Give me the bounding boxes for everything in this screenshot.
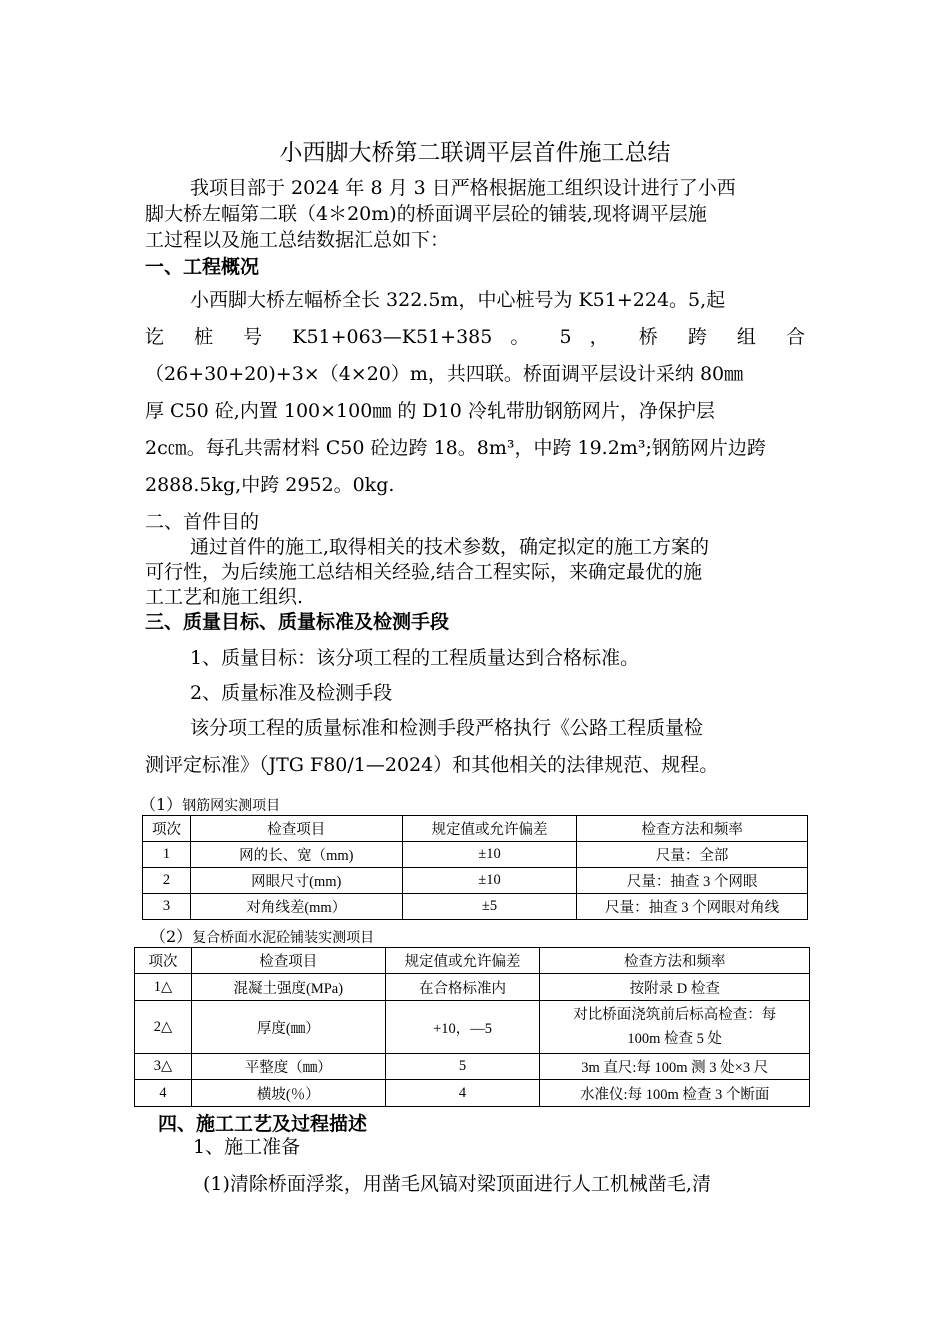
section-4-item-1: 1、施工准备: [193, 1136, 301, 1158]
table-2-header-cell: 检查项目: [191, 948, 385, 974]
section-4-line-1: (1)清除桥面浮浆，用凿毛风镐对梁顶面进行人工机械凿毛,清: [203, 1173, 711, 1195]
table-cell: 3△: [135, 1054, 192, 1080]
table-cell: 尺量：全部: [577, 842, 808, 868]
table-cell: 4: [385, 1080, 540, 1107]
table-2-header-row: [135, 948, 810, 974]
table-cell: [540, 1001, 810, 1054]
table-cell: 网的长、宽（mm): [190, 842, 402, 868]
table-row: [143, 894, 808, 920]
section-1-line-5: 2c㎝。每孔共需材料 C50 砼边跨 18。8m³，中跨 19.2m³;钢筋网片边跨: [145, 437, 766, 459]
section-1-line-2: 讫 桩 号 K51+063—K51+385 。 5 ， 桥 跨 组 合: [145, 326, 805, 348]
section-4-heading: 四、施工工艺及过程描述: [158, 1113, 368, 1135]
table-cell: 1△: [135, 974, 192, 1001]
table-row: [135, 1001, 810, 1054]
table-2: [134, 947, 810, 1107]
table-2-header-cell: 项次: [135, 948, 192, 974]
table-1-header-cell: 检查方法和频率: [577, 816, 808, 842]
section-3-heading: 三、质量目标、质量标准及检测手段: [145, 611, 450, 633]
table-cell: 3m 直尺:每 100m 测 3 处×3 尺: [540, 1054, 810, 1080]
table-cell: ±10: [402, 868, 577, 894]
section-1-heading: 一、工程概况: [145, 256, 260, 278]
table-cell: 平整度（㎜）: [191, 1054, 385, 1080]
table-cell: 混凝土强度(MPa): [191, 974, 385, 1001]
section-1-line-6: 2888.5kg,中跨 2952。0kg.: [145, 474, 395, 496]
table-2-caption-text: 复合桥面水泥砼铺装实测项目: [192, 930, 375, 946]
table-cell: 4: [135, 1080, 192, 1107]
table-1-header-cell: 检查项目: [190, 816, 402, 842]
section-2-line-1: 通过首件的施工,取得相关的技术参数，确定拟定的施工方案的: [190, 536, 710, 558]
table-1: [142, 815, 808, 920]
section-2-line-2: 可行性，为后续施工总结相关经验,结合工程实际，来确定最优的施: [145, 561, 703, 583]
document-title: 小西脚大桥第二联调平层首件施工总结: [279, 140, 671, 166]
section-1-line-1: 小西脚大桥左幅桥全长 322.5m，中心桩号为 K51+224。5,起: [190, 289, 726, 311]
table-2-caption: [150, 924, 374, 947]
table-2-header-cell: 检查方法和频率: [540, 948, 810, 974]
table-cell: 水准仪:每 100m 检查 3 个断面: [540, 1080, 810, 1107]
table-cell: 3: [143, 894, 191, 920]
table-2-header-cell: 规定值或允许偏差: [385, 948, 540, 974]
table-1-caption-text: 钢筋网实测项目: [182, 798, 281, 814]
table-2-caption-number: （2）: [150, 927, 193, 946]
table-row: [135, 1080, 810, 1107]
table-cell: 尺量：抽查 3 个网眼: [577, 868, 808, 894]
section-1-line-3: （26+30+20)+3×（4×20）m，共四联。桥面调平层设计采纳 80㎜: [145, 363, 744, 385]
section-3-line-2: 测评定标准》（JTG F80/1—2024）和其他相关的法律规范、规程。: [145, 754, 719, 776]
intro-line-1: 我项目部于 2024 年 8 月 3 日严格根据施工组织设计进行了小西: [190, 177, 736, 199]
table-cell: 厚度(㎜）: [191, 1001, 385, 1054]
table-cell: 对角线差(mm）: [190, 894, 402, 920]
table-cell-line: 对比桥面浇筑前后标高检查：每: [573, 1007, 777, 1023]
table-cell: 2: [143, 868, 191, 894]
table-1-header-row: [143, 816, 808, 842]
table-cell: 横坡(％）: [191, 1080, 385, 1107]
table-cell: 2△: [135, 1001, 192, 1054]
section-2-heading: 二、首件目的: [145, 511, 260, 533]
table-cell-line: 100m 检查 5 处: [627, 1031, 723, 1047]
table-1-caption: [140, 792, 280, 815]
section-1-line-4: 厚 C50 砼,内置 100×100㎜ 的 D10 冷轧带肋钢筋网片，净保护层: [145, 400, 715, 422]
intro-line-2: 脚大桥左幅第二联（4＊20m)的桥面调平层砼的铺装,现将调平层施: [145, 203, 707, 225]
table-row: [135, 974, 810, 1001]
table-cell: +10，—5: [385, 1001, 540, 1054]
table-cell: ±5: [402, 894, 577, 920]
table-1-caption-number: （1）: [140, 795, 183, 814]
table-cell: 在合格标准内: [385, 974, 540, 1001]
table-row: [143, 868, 808, 894]
section-3-item-2: 2、质量标准及检测手段: [190, 682, 393, 704]
table-row: [143, 842, 808, 868]
section-3-line-1: 该分项工程的质量标准和检测手段严格执行《公路工程质量检: [190, 717, 704, 739]
table-cell: ±10: [402, 842, 577, 868]
table-cell: 1: [143, 842, 191, 868]
table-1-header-cell: 项次: [143, 816, 191, 842]
table-cell: 网眼尺寸(mm): [190, 868, 402, 894]
table-cell: 5: [385, 1054, 540, 1080]
table-row: [135, 1054, 810, 1080]
table-cell: 尺量：抽查 3 个网眼对角线: [577, 894, 808, 920]
table-cell: 按附录 D 检查: [540, 974, 810, 1001]
intro-line-3: 工过程以及施工总结数据汇总如下：: [145, 229, 450, 251]
section-3-item-1: 1、质量目标：该分项工程的工程质量达到合格标准。: [190, 647, 640, 669]
section-2-line-3: 工工艺和施工组织.: [145, 586, 304, 608]
table-1-header-cell: 规定值或允许偏差: [402, 816, 577, 842]
